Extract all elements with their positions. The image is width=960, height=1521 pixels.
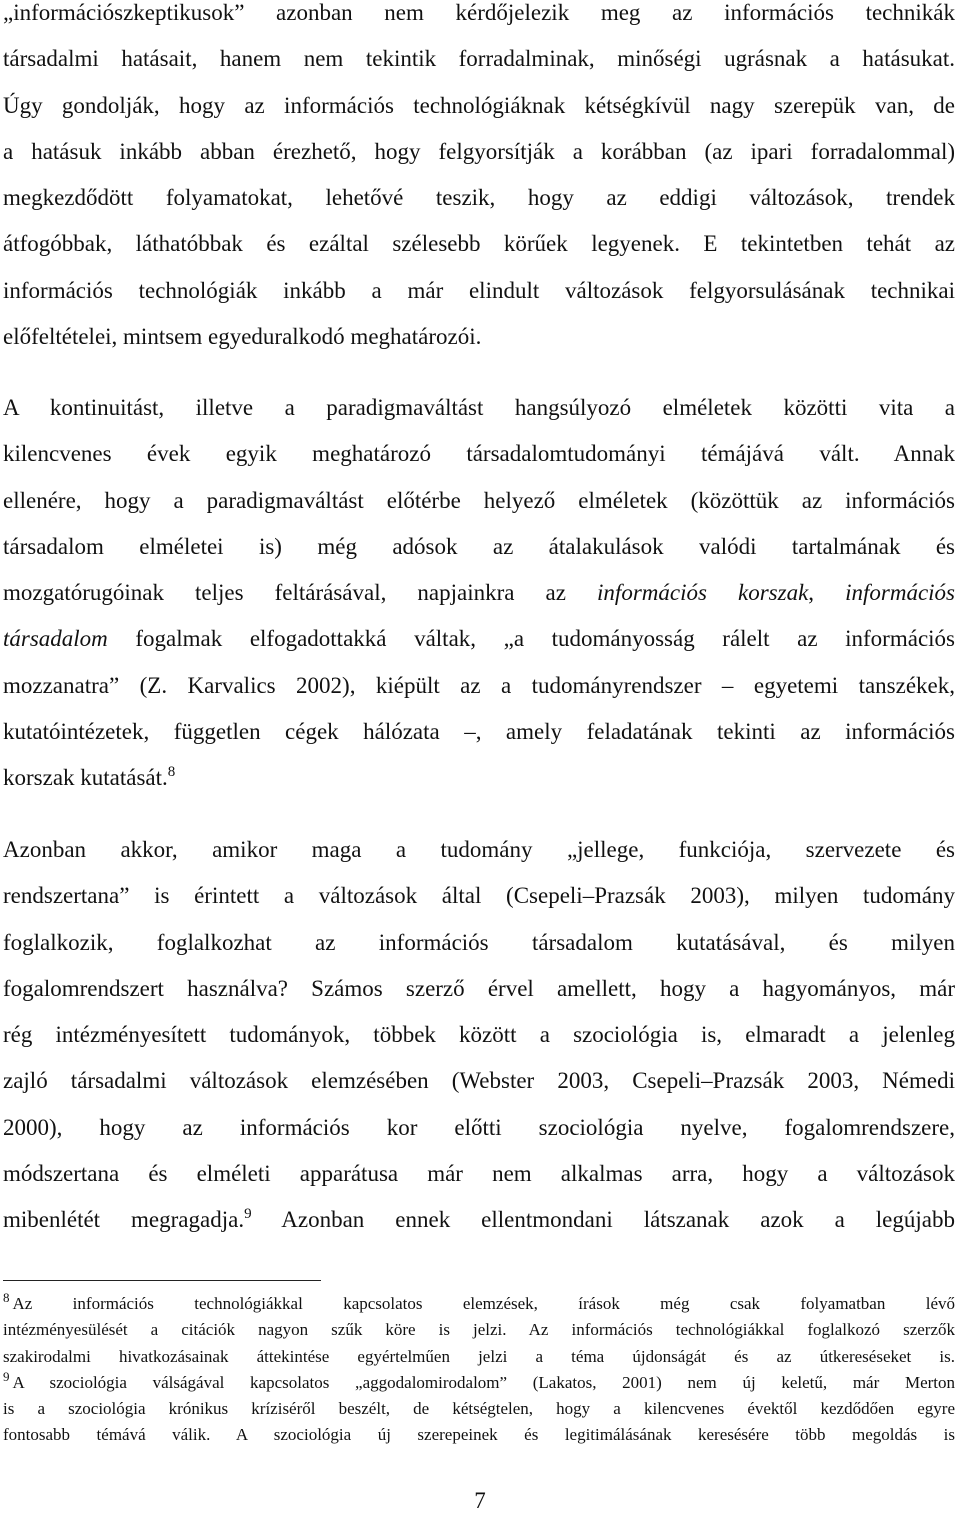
text-line: előfeltételei, mintsem egyeduralkodó meghatározói.: [3, 323, 482, 349]
footnote-line: intézményesülését a citációk nagyon szűk köre is jelzi. Az információs technológiákkal foglalkozó szerzők: [3, 1320, 955, 1340]
text-line: ellenére, hogy a paradigmaváltást előtérbe helyező elméletek (közöttük az információs: [3, 487, 955, 513]
footnote-number: 9: [3, 1368, 10, 1384]
text-line: A kontinuitást, illetve a paradigmaváltást hangsúlyozó elméletek közötti vita a: [3, 395, 955, 420]
footnotes: [3, 1291, 955, 1449]
text-line: „információszkeptikusok” azonban nem kérdőjelezik meg az információs technikák: [3, 0, 955, 25]
footnote-line: $^9$ A szociológia válságával kapcsolatos „aggodalomirodalom” (Lakatos, 2001) nem új keletű, már Merton: [3, 1368, 955, 1392]
text-line: rég intézményesített tudományok, többek között a szociológia is, elmaradt a jelenleg: [3, 1022, 955, 1047]
text-line: társadalom elméletei is) még adósok az átalakulások valódi tartalmának és: [3, 533, 955, 559]
footnote-separator: [3, 1280, 321, 1281]
footnote-number: 8: [3, 1290, 10, 1305]
text-line: kilencvenes évek egyik meghatározó társadalomtudományi témájává vált. Annak: [3, 441, 955, 467]
text-line: 2000), hogy az információs kor előtti szociológia nyelve, fogalomrendszere,: [3, 1114, 955, 1140]
text-line: fogalomrendszert használva? Számos szerző érvel amellett, hogy a hagyományos, már: [3, 975, 955, 1001]
text-line: megkezdődött folyamatokat, lehetővé teszik, hogy az eddigi változások, trendek: [3, 185, 955, 210]
text-line: Azonban akkor, amikor maga a tudomány „jellege, funkciója, szervezete és: [3, 837, 955, 862]
footnote-reference[interactable]: 9: [244, 1206, 252, 1222]
text-line: társadalmi hatásait, hanem nem tekintik forradalminak, minőségi ugrásnak a hatásukat.: [3, 46, 955, 72]
text-line: információs technológiák inkább a már elindult változások felgyorsulásának technikai: [3, 277, 955, 303]
footnote-line: szakirodalmi hivatkozásainak áttekintése egyértelműen jelzi a téma újdonságát és az útkereséseket is.: [3, 1346, 955, 1366]
text-line: rendszertana” is érintett a változások által (Csepeli–Prazsák 2003), milyen tudomány: [3, 883, 955, 909]
body-paragraph-1: [3, 0, 955, 360]
text-continuation: Azonban ennek ellentmondani látszanak azok a legújabb: [281, 1207, 955, 1232]
text-line: korszak kutatását.$^8$: [3, 764, 176, 790]
text-line: átfogóbbak, láthatóbbak és ezáltal szélesebb körűek legyenek. E tekintetben tehát az: [3, 231, 955, 257]
text-line: társadalom fogalmak elfogadottakká váltak, „a tudományosság rálelt az információs: [3, 626, 955, 652]
page-number: 7: [474, 1488, 486, 1513]
text-line: Úgy gondolják, hogy az információs technológiáknak kétségkívül nagy szerepük van, de: [3, 92, 955, 118]
text-line: foglalkozik, foglalkozhat az információs társadalom kutatásával, és milyen: [3, 929, 955, 955]
footnote-reference[interactable]: 8: [167, 764, 176, 780]
text-line: zajló társadalmi változások elemzésében (Webster 2003, Csepeli–Prazsák 2003, Némedi: [3, 1068, 955, 1094]
text-line: mibenlétét megragadja.$^9$ Azonban ennek ellentmondani látszanak azok a legújabb: [3, 1206, 955, 1232]
body-paragraph-3: [3, 827, 955, 1243]
text-line: mozgatórugóinak teljes feltárásával, napjainkra az információs korszak, információs: [3, 580, 955, 605]
text-line: mozzanatra” (Z. Karvalics 2002), kiépült az a tudományrendszer – egyetemi tanszékek,: [3, 672, 955, 698]
text-line: kutatóintézetek, független cégek hálózata –, amely feladatának tekinti az információs: [3, 718, 955, 744]
footnote-line: fontosabb témává válik. A szociológia új szerepeinek és legitimálásának keresésére több megoldás is: [3, 1425, 955, 1445]
footnote-line: is a szociológia krónikus kríziséről beszélt, de kétségtelen, hogy a kilencvenes évektől kezdődően egyre: [3, 1399, 955, 1419]
text-line: módszertana és elméleti apparátusa már nem alkalmas arra, hogy a változások: [3, 1160, 955, 1186]
body-paragraph-2: [3, 385, 955, 801]
footnote-line: $^8$ Az információs technológiákkal kapcsolatos elemzések, írások még csak folyamatban lévő: [3, 1290, 955, 1313]
text-line: a hatásuk inkább abban érezhető, hogy felgyorsítják a korábban (az ipari forradalommal): [3, 138, 955, 164]
